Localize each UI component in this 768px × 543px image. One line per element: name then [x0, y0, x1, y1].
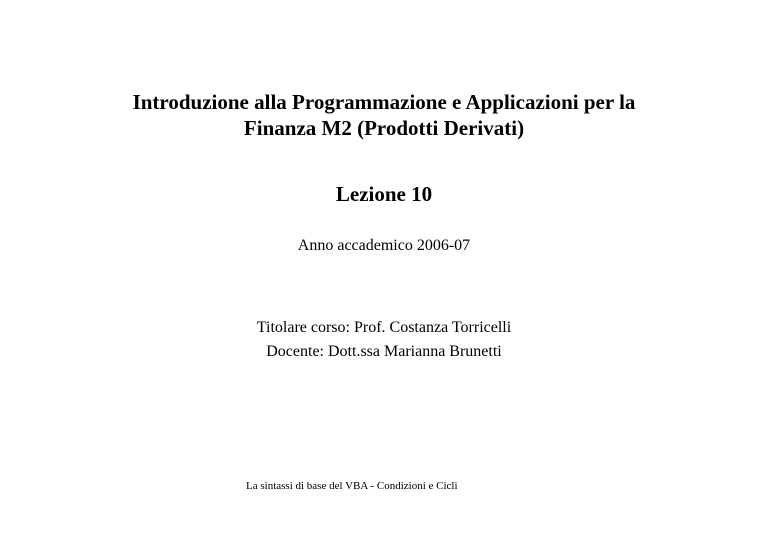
- lesson-number: Lezione 10: [335, 182, 433, 206]
- slide-footer: La sintassi di base del VBA - Condizioni e Cicli: [246, 480, 458, 492]
- course-staff: [0, 316, 768, 364]
- title-line-1: Introduzione alla Programmazione e Applicazioni per la: [132, 90, 636, 114]
- slide-title: [0, 89, 768, 141]
- lecturer: Docente: Dott.ssa Marianna Brunetti: [266, 343, 502, 360]
- academic-year: Anno accademico 2006-07: [297, 237, 471, 254]
- title-line-2: Finanza M2 (Prodotti Derivati): [243, 116, 525, 140]
- course-holder: Titolare corso: Prof. Costanza Torricelli: [256, 319, 512, 336]
